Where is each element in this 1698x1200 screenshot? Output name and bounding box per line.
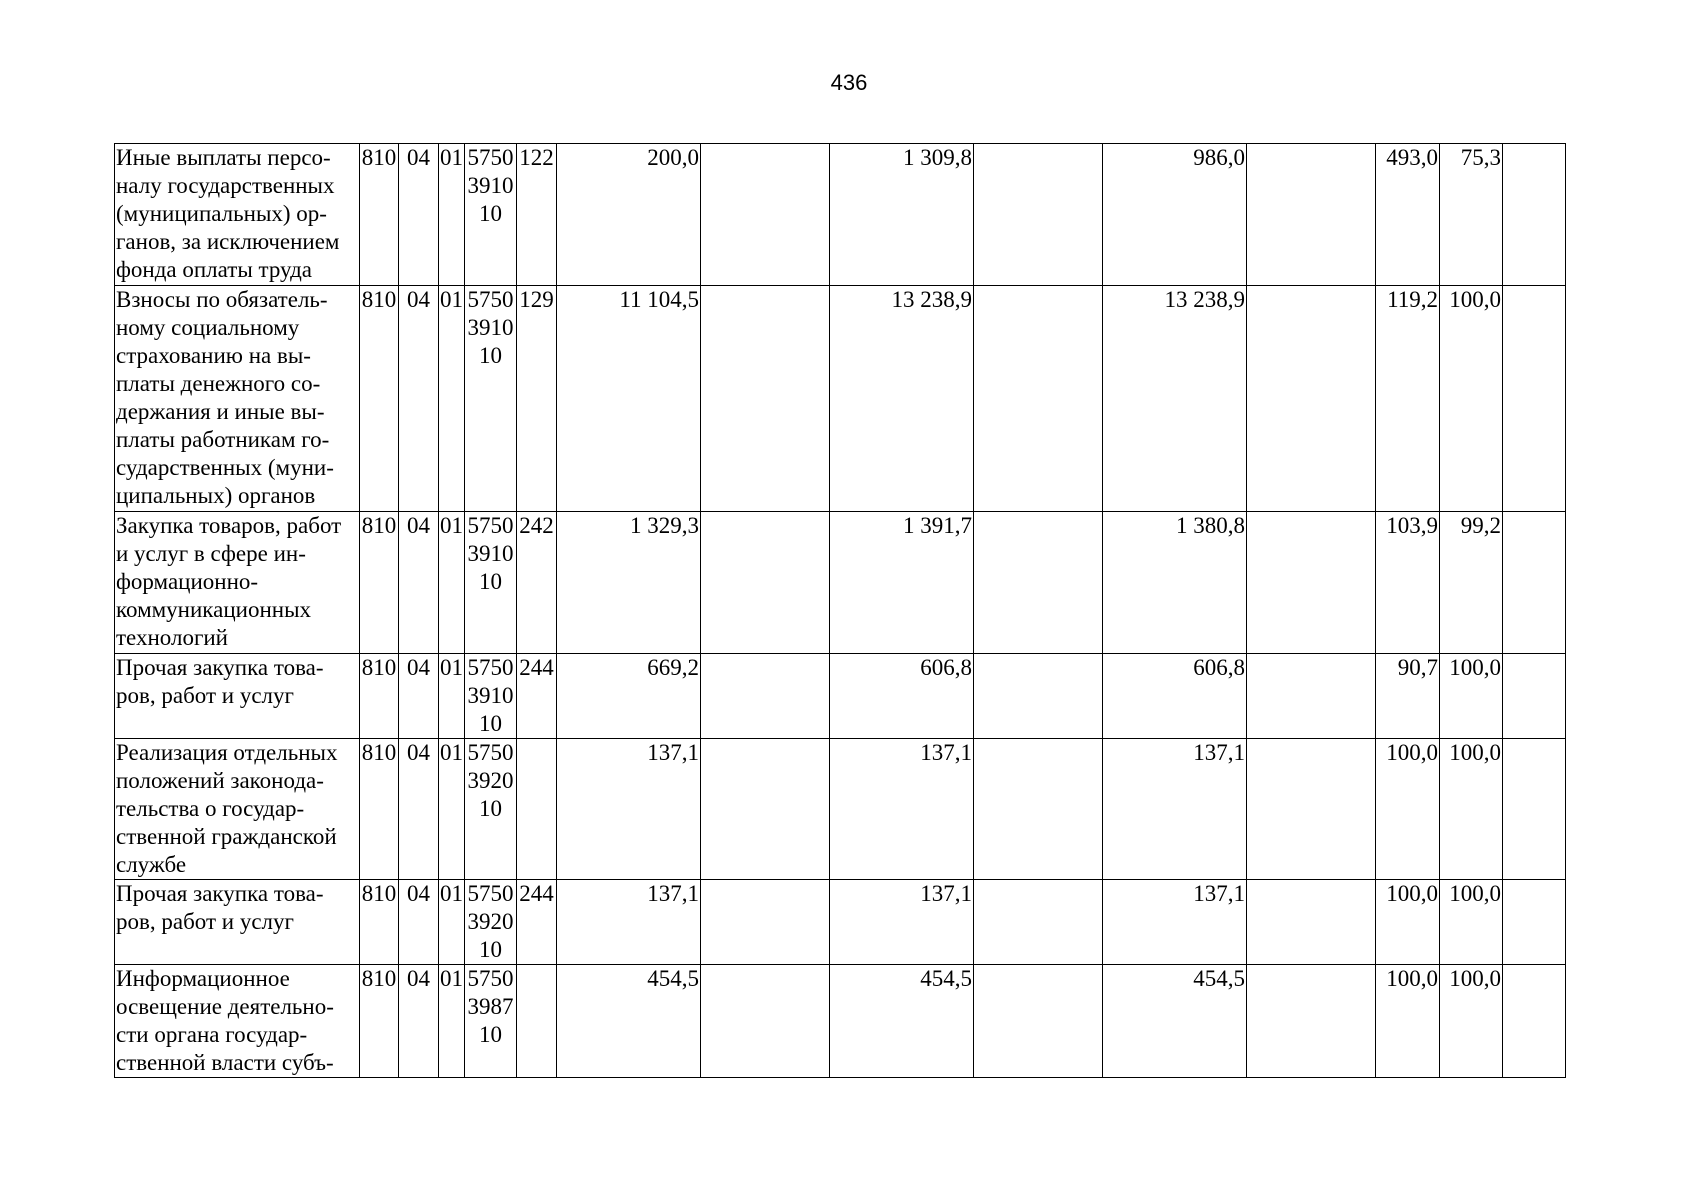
subsection-code: 01 — [439, 286, 465, 512]
target-code: 5750 3910 10 — [465, 286, 517, 512]
section-code: 04 — [399, 144, 439, 286]
empty-cell — [1503, 654, 1566, 739]
percent-2: 100,0 — [1440, 286, 1503, 512]
expense-type-code: 244 — [517, 654, 557, 739]
empty-cell — [1247, 880, 1376, 965]
expense-type-code — [517, 739, 557, 880]
empty-cell — [1247, 965, 1376, 1078]
empty-cell — [701, 512, 830, 654]
empty-cell — [1503, 144, 1566, 286]
percent-2: 100,0 — [1440, 654, 1503, 739]
empty-cell — [1247, 654, 1376, 739]
value-3: 454,5 — [1103, 965, 1247, 1078]
percent-1: 100,0 — [1376, 880, 1440, 965]
table-row — [115, 739, 1566, 880]
value-3: 606,8 — [1103, 654, 1247, 739]
value-2: 454,5 — [830, 965, 974, 1078]
empty-cell — [974, 739, 1103, 880]
ministry-code: 810 — [360, 512, 399, 654]
section-code: 04 — [399, 286, 439, 512]
table-row — [115, 880, 1566, 965]
empty-cell — [701, 965, 830, 1078]
empty-cell — [1247, 286, 1376, 512]
value-3: 986,0 — [1103, 144, 1247, 286]
subsection-code: 01 — [439, 512, 465, 654]
target-code: 5750 3910 10 — [465, 144, 517, 286]
percent-2: 99,2 — [1440, 512, 1503, 654]
subsection-code: 01 — [439, 739, 465, 880]
percent-2: 100,0 — [1440, 880, 1503, 965]
expense-type-code: 122 — [517, 144, 557, 286]
value-1: 1 329,3 — [557, 512, 701, 654]
percent-2: 100,0 — [1440, 739, 1503, 880]
empty-cell — [701, 739, 830, 880]
section-code: 04 — [399, 739, 439, 880]
empty-cell — [1503, 880, 1566, 965]
empty-cell — [974, 880, 1103, 965]
value-3: 1 380,8 — [1103, 512, 1247, 654]
subsection-code: 01 — [439, 880, 465, 965]
row-name: Иные выплаты персо- налу государственных (муниципальных) ор- ганов, за исключением фонда оплаты труда — [115, 144, 360, 286]
empty-cell — [1503, 739, 1566, 880]
ministry-code: 810 — [360, 286, 399, 512]
empty-cell — [701, 286, 830, 512]
value-2: 606,8 — [830, 654, 974, 739]
row-name: Прочая закупка това- ров, работ и услуг — [115, 654, 360, 739]
empty-cell — [1503, 965, 1566, 1078]
empty-cell — [974, 144, 1103, 286]
section-code: 04 — [399, 512, 439, 654]
ministry-code: 810 — [360, 880, 399, 965]
target-code: 5750 3910 10 — [465, 654, 517, 739]
empty-cell — [1503, 286, 1566, 512]
target-code: 5750 3910 10 — [465, 512, 517, 654]
target-code: 5750 3920 10 — [465, 739, 517, 880]
value-3: 137,1 — [1103, 739, 1247, 880]
value-1: 454,5 — [557, 965, 701, 1078]
subsection-code: 01 — [439, 144, 465, 286]
expense-type-code: 129 — [517, 286, 557, 512]
percent-1: 119,2 — [1376, 286, 1440, 512]
empty-cell — [701, 144, 830, 286]
value-2: 13 238,9 — [830, 286, 974, 512]
table-row — [115, 286, 1566, 512]
table-row — [115, 144, 1566, 286]
row-name: Реализация отдельных положений законода- тельства о государ- ственной гражданской службе — [115, 739, 360, 880]
value-2: 1 391,7 — [830, 512, 974, 654]
budget-table — [114, 143, 1566, 1078]
page-number: 436 — [830, 70, 868, 95]
percent-1: 103,9 — [1376, 512, 1440, 654]
value-1: 11 104,5 — [557, 286, 701, 512]
target-code: 5750 3987 10 — [465, 965, 517, 1078]
value-3: 13 238,9 — [1103, 286, 1247, 512]
empty-cell — [974, 512, 1103, 654]
value-2: 137,1 — [830, 739, 974, 880]
subsection-code: 01 — [439, 965, 465, 1078]
empty-cell — [974, 286, 1103, 512]
empty-cell — [974, 654, 1103, 739]
empty-cell — [1503, 512, 1566, 654]
section-code: 04 — [399, 965, 439, 1078]
empty-cell — [1247, 144, 1376, 286]
table-row — [115, 512, 1566, 654]
value-1: 137,1 — [557, 880, 701, 965]
expense-type-code: 244 — [517, 880, 557, 965]
ministry-code: 810 — [360, 965, 399, 1078]
ministry-code: 810 — [360, 654, 399, 739]
expense-type-code: 242 — [517, 512, 557, 654]
subsection-code: 01 — [439, 654, 465, 739]
target-code: 5750 3920 10 — [465, 880, 517, 965]
value-1: 137,1 — [557, 739, 701, 880]
empty-cell — [1247, 512, 1376, 654]
value-2: 1 309,8 — [830, 144, 974, 286]
percent-1: 493,0 — [1376, 144, 1440, 286]
percent-1: 90,7 — [1376, 654, 1440, 739]
row-name: Взносы по обязатель- ному социальному страхованию на вы- платы денежного со- держания и иные вы- платы работникам го- сударственных (муни- ципальных) органов — [115, 286, 360, 512]
table-row — [115, 965, 1566, 1078]
empty-cell — [1247, 739, 1376, 880]
empty-cell — [701, 880, 830, 965]
section-code: 04 — [399, 880, 439, 965]
value-3: 137,1 — [1103, 880, 1247, 965]
empty-cell — [701, 654, 830, 739]
value-1: 669,2 — [557, 654, 701, 739]
value-1: 200,0 — [557, 144, 701, 286]
percent-1: 100,0 — [1376, 739, 1440, 880]
table-row — [115, 654, 1566, 739]
percent-1: 100,0 — [1376, 965, 1440, 1078]
row-name: Информационное освещение деятельно- сти органа государ- ственной власти субъ- — [115, 965, 360, 1078]
value-2: 137,1 — [830, 880, 974, 965]
expense-type-code — [517, 965, 557, 1078]
percent-2: 75,3 — [1440, 144, 1503, 286]
percent-2: 100,0 — [1440, 965, 1503, 1078]
section-code: 04 — [399, 654, 439, 739]
ministry-code: 810 — [360, 739, 399, 880]
empty-cell — [974, 965, 1103, 1078]
row-name: Закупка товаров, работ и услуг в сфере ин- формационно- коммуникационных технологий — [115, 512, 360, 654]
row-name: Прочая закупка това- ров, работ и услуг — [115, 880, 360, 965]
ministry-code: 810 — [360, 144, 399, 286]
